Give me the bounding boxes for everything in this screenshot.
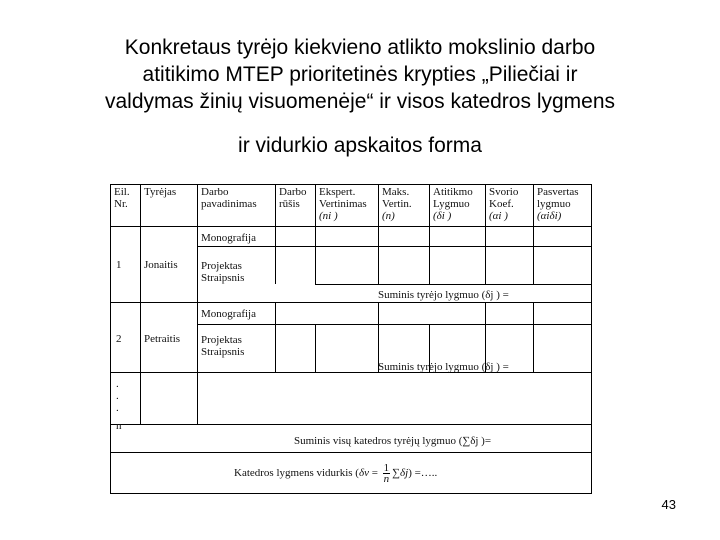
- col-divider: [315, 184, 316, 284]
- avg-frac-num: 1: [383, 462, 390, 474]
- header-max-score: [382, 186, 412, 222]
- title-line-3: valdymas žinių visuomenėje“ ir visos katedros lygmens: [104, 90, 616, 113]
- header-work-title: [201, 186, 257, 210]
- researcher-sum-label: Suminis tyrėjo lygmuo (δj ) =: [378, 289, 509, 301]
- avg-symbol: δv: [358, 467, 369, 480]
- col-divider: [429, 184, 430, 284]
- header-text: Tyrėjas: [144, 186, 177, 198]
- title-line-1: Konkretaus tyrėjo kiekvieno atlikto mokslinio darbo: [124, 36, 596, 59]
- header-symbol: (δi ): [433, 210, 452, 222]
- table-border-top: [110, 184, 592, 185]
- researcher-name: Jonaitis: [144, 259, 178, 271]
- ellipsis-dot: .: [116, 402, 119, 414]
- avg-sum: ∑δj: [392, 467, 409, 480]
- col-divider: [275, 184, 276, 284]
- header-text: Pasvertas: [537, 186, 579, 198]
- ellipsis-dot: .: [116, 390, 119, 402]
- slide-subtitle: ir vidurkio apskaitos forma: [238, 134, 482, 157]
- avg-fraction: [383, 463, 391, 484]
- header-text: Svorio: [489, 186, 519, 198]
- header-symbol: (αiδi): [537, 210, 562, 222]
- header-bottom-line: [110, 226, 592, 227]
- col-divider: [533, 302, 534, 372]
- row-line: [110, 372, 592, 373]
- row-line: [197, 246, 591, 247]
- header-expert-score: [319, 186, 367, 222]
- col-divider: [197, 184, 198, 424]
- table-border-left: [110, 184, 111, 494]
- header-weight-coef: [489, 186, 518, 222]
- col-divider: [533, 184, 534, 284]
- work-type-cell: Monografija: [201, 232, 256, 244]
- row-number: n: [116, 420, 122, 432]
- header-text: Lygmuo: [433, 198, 470, 210]
- work-type-cell: Projektas: [201, 334, 242, 346]
- header-text: Vertinimas: [319, 198, 367, 210]
- header-text: Maks.: [382, 186, 410, 198]
- col-divider: [485, 184, 486, 284]
- header-text: rūšis: [279, 198, 300, 210]
- avg-equals: =: [368, 467, 381, 480]
- page-number: 43: [661, 497, 676, 512]
- table-border-bottom: [110, 493, 592, 494]
- title-line-2: atitikimo MTEP prioritetinės krypties „Piliečiai ir: [142, 63, 578, 86]
- avg-frac-den: n: [383, 473, 390, 485]
- header-nr: [114, 186, 130, 210]
- col-divider: [315, 324, 316, 372]
- work-type-cell: Projektas: [201, 260, 242, 272]
- avg-suffix: ) =…..: [408, 467, 438, 480]
- department-total-label: Suminis visų katedros tyrėjų lygmuo (∑δj )=: [294, 435, 492, 447]
- header-work-type: [279, 186, 307, 210]
- header-symbol: (αi ): [489, 210, 508, 222]
- researcher-sum-label: Suminis tyrėjo lygmuo (δj ) =: [378, 361, 509, 373]
- header-text: Atitikmo: [433, 186, 473, 198]
- header-text: Nr.: [114, 198, 128, 210]
- avg-label: Katedros lygmens vidurkis (: [234, 467, 359, 480]
- row-number: 2: [116, 333, 122, 345]
- row-line: [110, 302, 592, 303]
- header-researcher: [144, 186, 176, 198]
- row-line: [110, 452, 592, 453]
- row-number: 1: [116, 259, 122, 271]
- header-text: Vertin.: [382, 198, 412, 210]
- header-text: Ekspert.: [319, 186, 356, 198]
- header-compliance-level: [433, 186, 473, 222]
- slide-title: [0, 34, 720, 115]
- header-weighted-level: [537, 186, 579, 222]
- row-line: [110, 424, 592, 425]
- col-divider: [378, 184, 379, 284]
- row-line: [315, 284, 591, 285]
- ellipsis-dot: .: [116, 378, 119, 390]
- accounting-form-table: [110, 184, 592, 494]
- row-line: [197, 324, 591, 325]
- header-text: pavadinimas: [201, 198, 257, 210]
- table-border-right: [591, 184, 592, 494]
- header-text: Darbo: [279, 186, 307, 198]
- header-text: lygmuo: [537, 198, 571, 210]
- header-symbol: (ni ): [319, 210, 338, 222]
- work-type-cell: Straipsnis: [201, 272, 245, 284]
- col-divider: [140, 184, 141, 424]
- header-symbol: (n): [382, 210, 395, 222]
- researcher-name: Petraitis: [144, 333, 181, 345]
- header-text: Eil.: [114, 186, 130, 198]
- work-type-cell: Monografija: [201, 308, 256, 320]
- header-text: Darbo: [201, 186, 229, 198]
- header-text: Koef.: [489, 198, 514, 210]
- col-divider: [275, 302, 276, 372]
- department-average-formula: [234, 463, 437, 484]
- work-type-cell: Straipsnis: [201, 346, 245, 358]
